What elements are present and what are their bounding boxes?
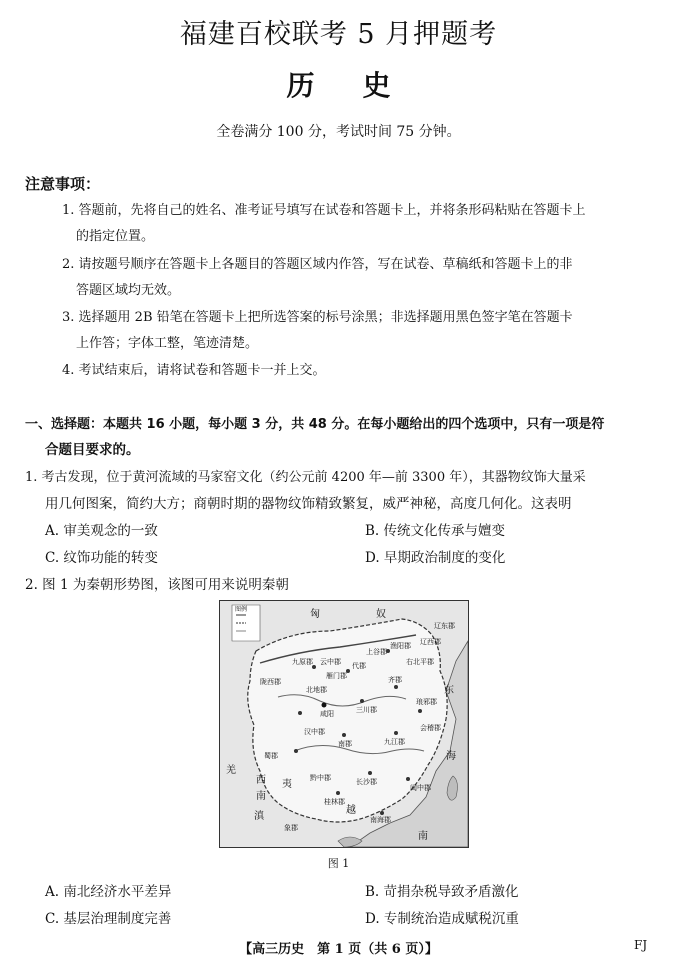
footer-code: FJ	[634, 938, 648, 952]
subject-title: 历史	[286, 69, 439, 102]
map-label: 齐郡	[388, 676, 402, 684]
map-label: 上谷郡	[366, 648, 387, 656]
map-label: 咸阳	[320, 710, 334, 718]
notice-line: 上作答；字体工整，笔迹清楚。	[76, 336, 259, 351]
notice-line: 答题区域均无效。	[76, 283, 181, 298]
exam-title: 福建百校联考 5 月押题考	[179, 19, 498, 50]
map-label: 南	[256, 791, 266, 802]
map-label: 南海郡	[370, 816, 391, 824]
map-label: 九原郡	[292, 658, 313, 666]
map-label: 东	[444, 685, 454, 696]
q2-option-a: A. 南北经济水平差异	[45, 884, 172, 900]
q1-option-a: A. 审美观念的一致	[45, 523, 158, 539]
qin-dynasty-map	[219, 600, 469, 848]
notice-line: 2. 请按题号顺序在答题卡上各题目的答题区域内作答，写在试卷、草稿纸和答题卡上的非	[62, 257, 573, 272]
map-label: 蜀郡	[264, 752, 278, 760]
map-label: 雁门郡	[326, 672, 347, 680]
map-label: 渔阳郡	[390, 642, 411, 650]
map-label: 奴	[376, 609, 386, 620]
map-label: 陇西郡	[260, 678, 281, 686]
map-legend-label: 图例	[235, 606, 248, 613]
map-label: 辽东郡	[434, 622, 455, 630]
map-label: 海	[446, 751, 456, 762]
map-label: 闽中郡	[410, 784, 431, 792]
map-label: 象郡	[284, 824, 298, 832]
map-label: 黔中郡	[310, 774, 331, 782]
q1-option-b: B. 传统文化传承与嬗变	[365, 523, 506, 539]
notice-line: 3. 选择题用 2B 铅笔在答题卡上把所选答案的标号涂黑；非选择题用黑色签字笔在答题卡	[62, 310, 573, 325]
section-heading-cont: 合题目要求的。	[45, 442, 140, 458]
q2-option-d: D. 专制统治造成赋税沉重	[365, 911, 519, 927]
map-label: 会稽郡	[420, 724, 441, 732]
notice-line: 的指定位置。	[76, 229, 155, 244]
map-label: 南郡	[338, 740, 352, 748]
map-label: 越	[346, 805, 356, 816]
section-heading: 一、选择题：本题共 16 小题，每小题 3 分，共 48 分。在每小题给出的四个选项中，只有一项是符	[25, 417, 605, 432]
map-label: 代郡	[352, 662, 366, 670]
map-label: 北地郡	[306, 686, 327, 694]
map-label: 夷	[282, 779, 292, 790]
question-1-stem: 1. 考古发现，位于黄河流域的马家窑文化（约公元前 4200 年—前 3300 年），其器物纹饰大量采	[25, 470, 586, 485]
map-label: 匈	[310, 609, 320, 620]
map-label: 辽西郡	[420, 638, 441, 646]
map-label: 滇	[254, 811, 264, 822]
question-1-stem-cont: 用几何图案，简约大方；商朝时期的器物纹饰精致繁复，威严神秘，高度几何化。这表明	[45, 496, 572, 512]
notice-heading: 注意事项：	[25, 175, 101, 193]
map-label: 九江郡	[384, 738, 405, 746]
map-label: 羌	[226, 765, 236, 776]
map-label: 右北平郡	[406, 658, 434, 666]
map-label: 长沙郡	[356, 778, 377, 786]
q2-option-b: B. 苛捐杂税导致矛盾激化	[365, 884, 519, 900]
notice-line: 1. 答题前，先将自己的姓名、准考证号填写在试卷和答题卡上，并将条形码粘贴在答题卡上	[62, 203, 586, 218]
notice-line: 4. 考试结束后，请将试卷和答题卡一并上交。	[62, 363, 326, 378]
q2-option-c: C. 基层治理制度完善	[45, 911, 172, 927]
page-footer: 【高三历史 第 1 页（共 6 页）】	[239, 942, 438, 957]
map-label: 三川郡	[356, 706, 377, 714]
score-line: 全卷满分 100 分，考试时间 75 分钟。	[216, 124, 461, 140]
figure-caption: 图 1	[327, 857, 350, 870]
q1-option-d: D. 早期政治制度的变化	[365, 550, 506, 566]
map-label: 西	[256, 775, 266, 786]
map-label: 汉中郡	[304, 728, 325, 736]
map-label: 琅邪郡	[416, 698, 437, 706]
q1-option-c: C. 纹饰功能的转变	[45, 550, 158, 566]
map-label: 南	[418, 831, 428, 842]
map-label: 云中郡	[320, 658, 341, 666]
question-2-stem: 2. 图 1 为秦朝形势图，该图可用来说明秦朝	[25, 577, 289, 593]
map-label: 桂林郡	[324, 798, 345, 806]
